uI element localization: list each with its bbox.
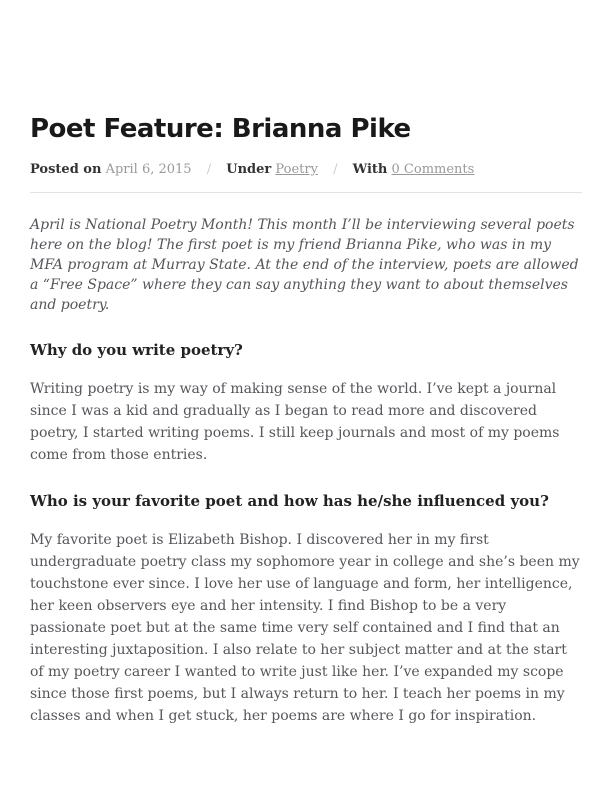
meta-separator: / (333, 162, 338, 177)
answer-paragraph: Writing poetry is my way of making sense of the world. I’ve kept a journal since I was a kid and gradually as I began to read more and discovered poetry, I started writing poems. I still keep journals and most of my poems come from those entries. (30, 381, 560, 463)
intro-paragraph: April is National Poetry Month! This month I’ll be interviewing several poets here on the blog! The first poet is my friend Brianna Pike, who was in my MFA program at Murray State. At the end of the interview, poets are allowed a “Free Space” where they can say anything they want to about themselves and poetry. (30, 217, 579, 313)
question-heading: Who is your favorite poet and how has he/she influenced you? (30, 492, 549, 510)
post-title: Poet Feature: Brianna Pike (30, 114, 411, 144)
posted-on-label: Posted on (30, 162, 102, 177)
question-heading: Why do you write poetry? (30, 341, 243, 359)
comments-link[interactable]: 0 Comments (391, 162, 475, 177)
meta-separator: / (206, 162, 212, 177)
divider (30, 192, 582, 193)
answer-paragraph: My favorite poet is Elizabeth Bishop. I discovered her in my first undergraduate poetry class my sophomore year in college and she’s been my touchstone ever since. I love her use of language and form, her intelligence, her keen observers eye and her intensity. I find Bishop to be a very passionate poet but at the same time very self contained and I find that an interesting juxtaposition. I also relate to her subject matter and at the start of my poetry career I wanted to write just like her. I’ve expanded my scope since those first poems, but I always return to her. I teach her poems in my classes and when I get stuck, her poems are where I go for inspiration. (30, 532, 580, 724)
post-content (30, 215, 582, 727)
category-link[interactable]: Poetry (275, 162, 318, 177)
post-date: April 6, 2015 (105, 162, 192, 177)
under-label: Under (226, 162, 272, 177)
post-meta (30, 161, 582, 178)
with-label: With (352, 162, 388, 177)
